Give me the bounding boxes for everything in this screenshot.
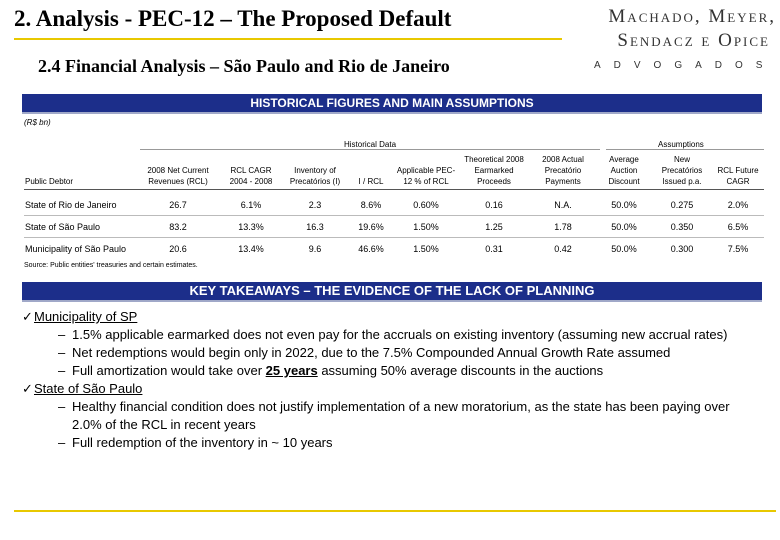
table-cell: 46.6% xyxy=(358,243,384,254)
column-header: RCL CAGR 2004 - 2008 xyxy=(220,152,282,190)
takeaway-point-text: 1.5% applicable earmarked does not even pay for the accruals on existing inventory (assuming new accrual rates) xyxy=(72,327,728,342)
table-cell: 2.3 xyxy=(282,190,348,216)
logo-line-3: ADVOGADOS xyxy=(594,60,776,71)
checkmark-icon: ✓ xyxy=(22,309,33,324)
column-header: 2008 Actual Precatório Payments xyxy=(530,152,596,190)
dash-icon: – xyxy=(58,399,66,414)
table-cell: 0.350 xyxy=(652,216,712,238)
dash-icon: – xyxy=(58,435,66,450)
table-cell: 50.0% xyxy=(596,216,652,238)
column-header: RCL Future CAGR xyxy=(712,152,764,190)
table-cell: 7.5% xyxy=(727,243,749,254)
table-cell: 9.6 xyxy=(308,243,322,254)
column-header: Public Debtor xyxy=(24,152,136,190)
takeaway-point-text: Full redemption of the inventory in ~ 10 years xyxy=(72,435,333,450)
table-cell: Municipality of São Paulo xyxy=(25,243,127,254)
takeaway-point-text: Net redemptions would begin only in 2022, due to the 7.5% Compounded Annual Growth Rate assumed xyxy=(72,345,671,360)
text-segment: Full amortization would take over xyxy=(72,363,266,378)
takeaway-point xyxy=(58,344,762,362)
column-header: Applicable PEC-12 % of RCL xyxy=(394,152,458,190)
column-header: Theoretical 2008 Earmarked Proceeds xyxy=(458,152,530,190)
bottom-rule xyxy=(14,510,776,512)
units-label: (R$ bn) xyxy=(24,118,51,127)
takeaway-point xyxy=(58,434,762,452)
title-underline xyxy=(14,38,562,40)
assumptions-group-rule xyxy=(606,149,764,150)
table-cell: State of São Paulo xyxy=(24,216,136,238)
group-label-assumptions: Assumptions xyxy=(658,140,704,149)
takeaway-item xyxy=(22,308,762,326)
dash-icon: – xyxy=(58,345,66,360)
text-segment: assuming 50% average discounts in the auctions xyxy=(317,363,604,378)
table-cell: 0.42 xyxy=(554,243,572,254)
source-note: Source: Public entities' treasuries and certain estimates. xyxy=(24,262,198,269)
table-header-row xyxy=(24,152,764,190)
table-cell: 19.6% xyxy=(348,216,394,238)
takeaway-point-text xyxy=(72,362,603,380)
table-cell: 50.0% xyxy=(596,190,652,216)
table-cell: 26.7 xyxy=(136,190,220,216)
table-row xyxy=(24,238,764,260)
table-cell: 1.50% xyxy=(413,243,439,254)
table-cell: 0.300 xyxy=(670,243,694,254)
table-row xyxy=(24,216,764,238)
table-cell: 20.6 xyxy=(169,243,187,254)
table-cell: 2.0% xyxy=(712,190,764,216)
table-cell: 1.25 xyxy=(458,216,530,238)
takeaway-point-text: Healthy financial condition does not justify implementation of a new moratorium, as the state has been paying over 2.0% of the RCL in recent years xyxy=(72,399,730,432)
historical-group-rule xyxy=(140,149,600,150)
table-cell: 13.3% xyxy=(220,216,282,238)
dash-icon: – xyxy=(58,363,66,378)
table-row xyxy=(24,190,764,216)
checkmark-icon: ✓ xyxy=(22,381,33,396)
table-cell: 0.16 xyxy=(458,190,530,216)
table-cell: 0.275 xyxy=(652,190,712,216)
table-cell: 0.31 xyxy=(485,243,503,254)
page-subtitle: 2.4 Financial Analysis – São Paulo and Rio de Janeiro xyxy=(38,56,450,76)
dash-icon: – xyxy=(58,327,66,342)
column-header: I / RCL xyxy=(348,152,394,190)
column-header: Average Auction Discount xyxy=(596,152,652,190)
table-cell: N.A. xyxy=(530,190,596,216)
takeaway-heading: Municipality of SP xyxy=(34,309,138,324)
page-title: 2. Analysis - PEC-12 – The Proposed Default xyxy=(14,6,452,31)
table-cell: State of Rio de Janeiro xyxy=(24,190,136,216)
table-cell: 1.50% xyxy=(394,216,458,238)
column-header: New Precatórios Issued p.a. xyxy=(652,152,712,190)
takeaways-list xyxy=(22,308,762,452)
table-cell: 16.3 xyxy=(282,216,348,238)
column-header: 2008 Net Current Revenues (RCL) xyxy=(136,152,220,190)
table-cell: 83.2 xyxy=(136,216,220,238)
takeaway-point xyxy=(58,362,762,380)
group-label-historical: Historical Data xyxy=(344,140,397,149)
emphasis-text: 25 years xyxy=(265,363,318,378)
logo-line-1: Machado, Meyer, xyxy=(608,6,776,27)
section-banner-takeaways: KEY TAKEAWAYS – THE EVIDENCE OF THE LACK OF PLANNING xyxy=(22,282,762,302)
table-cell: 0.60% xyxy=(394,190,458,216)
column-header: Inventory of Precatórios (I) xyxy=(282,152,348,190)
takeaway-point xyxy=(58,326,762,344)
table-cell: 1.78 xyxy=(530,216,596,238)
logo-line-2: Sendacz e Opice xyxy=(617,30,770,51)
takeaway-item xyxy=(22,380,762,398)
firm-logo xyxy=(560,6,776,71)
table-cell: 6.1% xyxy=(220,190,282,216)
table-cell: 13.4% xyxy=(238,243,264,254)
section-banner-historical: HISTORICAL FIGURES AND MAIN ASSUMPTIONS xyxy=(22,94,762,114)
takeaway-point xyxy=(58,398,762,434)
takeaway-heading: State of São Paulo xyxy=(34,381,143,396)
table-cell: 8.6% xyxy=(348,190,394,216)
table-cell: 6.5% xyxy=(712,216,764,238)
financial-table xyxy=(24,152,764,259)
table-cell: 50.0% xyxy=(611,243,637,254)
